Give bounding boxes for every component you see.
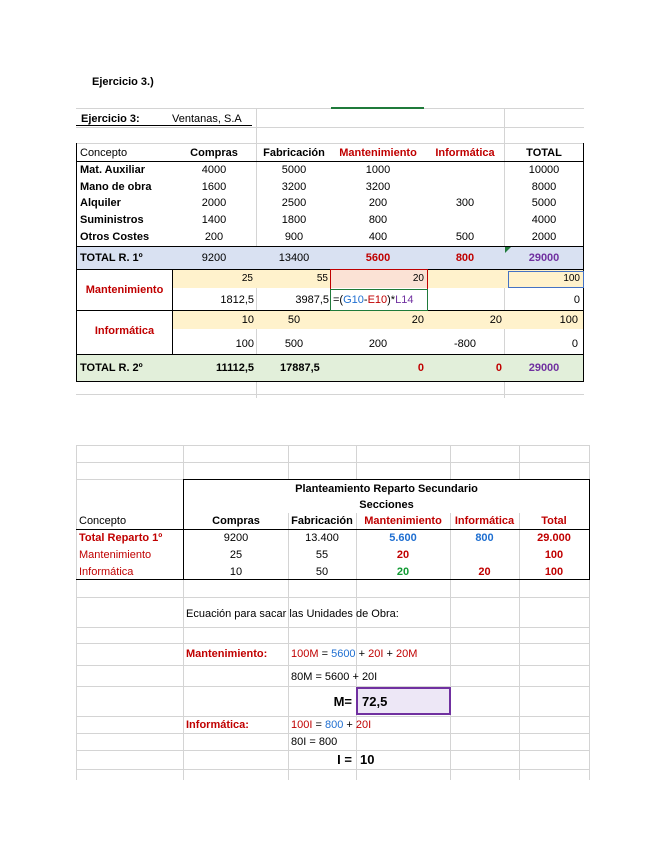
equation-4: 80I = 800 bbox=[291, 736, 338, 748]
header-fabricacion: Fabricación bbox=[263, 147, 325, 159]
table2-title: Planteamiento Reparto Secundario bbox=[295, 483, 478, 495]
referenced-cell-border bbox=[330, 269, 428, 290]
equation-3: 100I = 800 + 20I bbox=[291, 719, 372, 731]
header-compras: Compras bbox=[190, 147, 238, 159]
m-label: M= bbox=[333, 694, 352, 709]
mantenimiento-label: Mantenimiento bbox=[85, 284, 164, 296]
equation-2: 80M = 5600 + 20I bbox=[291, 671, 378, 683]
info-eq-label: Informática: bbox=[186, 719, 249, 731]
i-value: 10 bbox=[360, 752, 375, 767]
m-value: 72,5 bbox=[362, 694, 388, 709]
equation-1: 100M = 5600 + 20I + 20M bbox=[291, 648, 418, 660]
table2-subtitle: Secciones bbox=[359, 499, 414, 511]
informatica-label: Informática bbox=[94, 325, 155, 337]
exercise-heading: Ejercicio 3.) bbox=[92, 76, 154, 88]
mant-eq-label: Mantenimiento: bbox=[186, 648, 268, 660]
header-total: TOTAL bbox=[526, 147, 562, 159]
i-label: I = bbox=[337, 752, 352, 767]
company-name: Ventanas, S.A bbox=[172, 113, 242, 125]
header-concepto: Concepto bbox=[80, 147, 128, 159]
cell-comment-marker bbox=[505, 247, 511, 253]
formula-cell[interactable]: =(G10-E10)*L14 bbox=[330, 289, 428, 311]
header-informatica: Informática bbox=[435, 147, 495, 159]
equation-title: Ecuación para sacar las Unidades de Obra: bbox=[186, 608, 399, 620]
exercise-label: Ejercicio 3: bbox=[81, 113, 140, 125]
header-mantenimiento: Mantenimiento bbox=[339, 147, 417, 159]
